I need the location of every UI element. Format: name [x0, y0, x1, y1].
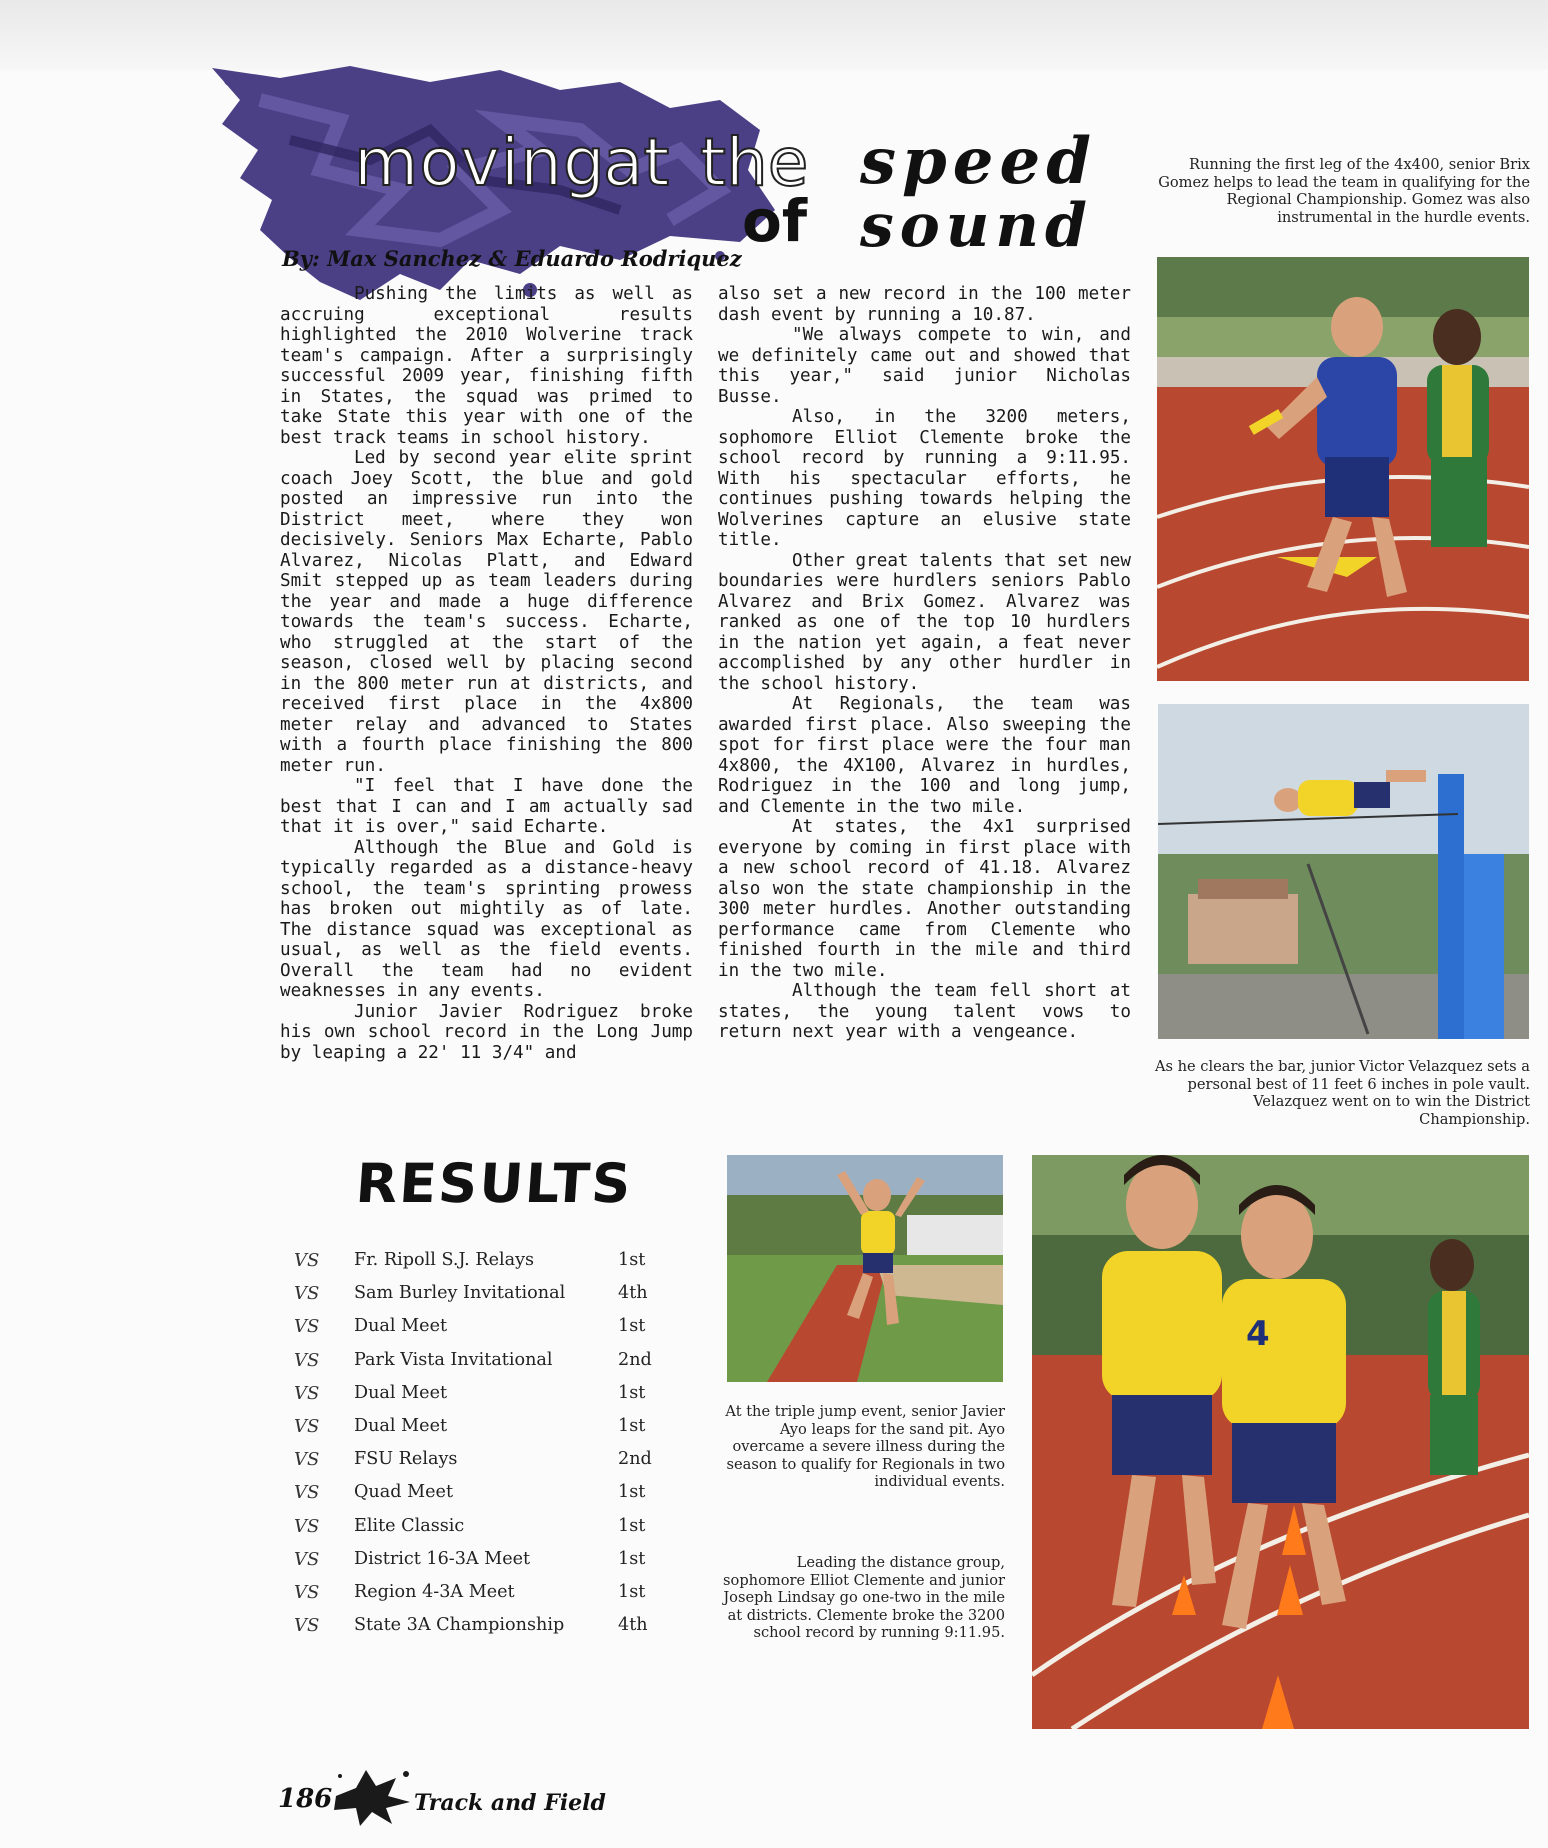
meet-name: FSU Relays: [354, 1449, 458, 1470]
article-paragraph-continued: also set a new record in the 100 meter dash event by running a 10.87.: [718, 284, 1131, 325]
results-row: [290, 1580, 670, 1613]
vs-mark: VS: [294, 1581, 320, 1603]
article-paragraph: Also, in the 3200 meters, sophomore Elliot Clemente broke the school record by running a 9:11.95. With his spectacular efforts, he continues pushing towards helping the Wolverines capture an elusive state title.: [718, 407, 1131, 550]
meet-name: Elite Classic: [354, 1515, 465, 1536]
meet-place: 4th: [618, 1283, 648, 1304]
meet-name: Fr. Ripoll S.J. Relays: [354, 1250, 535, 1270]
meet-place: 1st: [618, 1316, 646, 1337]
photo-caption-distance: Leading the distance group, sophomore Elliot Clemente and junior Joseph Lindsay go one-two in the mile at districts. Clemente broke the 3200 school record by running 9:11.95.: [723, 1554, 1005, 1641]
vs-mark: VS: [294, 1548, 320, 1570]
results-heading: RESULTS: [353, 1152, 635, 1215]
results-row: [290, 1381, 670, 1414]
article-paragraph: Led by second year elite sprint coach Joey Scott, the blue and gold posted an impressive run into the District meet, where they won decisively. Seniors Max Echarte, Pablo Alvarez, Nicolas Platt, and Edward Smit stepped up as team leaders during the year and made a huge difference towards the team's success. Echarte, who struggled at the start of the season, closed well by placing second in the 800 meter run at districts, and received first place in the 4x800 meter relay and advanced to States with a fourth place finishing the 800 meter run.: [280, 448, 693, 776]
vs-mark: VS: [294, 1316, 320, 1338]
byline: By: Max Sanchez & Eduardo Rodriquez: [282, 246, 742, 271]
results-row: [290, 1348, 670, 1381]
article-column-1: [280, 284, 693, 1063]
meet-place: 1st: [618, 1581, 646, 1602]
meet-place: 1st: [618, 1382, 646, 1403]
headline-word-sound: sound: [860, 191, 1093, 261]
article-column-2: [718, 284, 1131, 1043]
article-paragraph: Although the team fell short at states, the young talent vows to return next year with a vengeance.: [718, 981, 1131, 1042]
meet-place: 1st: [618, 1482, 646, 1503]
vs-mark: VS: [294, 1382, 320, 1404]
photo-triple-jump: [727, 1155, 1003, 1382]
results-row: [290, 1314, 670, 1347]
meet-place: 1st: [618, 1415, 646, 1436]
page-number: 186: [278, 1784, 333, 1814]
results-row: [290, 1447, 670, 1480]
meet-place: 1st: [618, 1250, 646, 1270]
svg-text:4: 4: [1246, 1314, 1270, 1354]
photo-relay-runners: [1157, 257, 1529, 681]
vs-mark: VS: [294, 1515, 320, 1537]
article-paragraph: Pushing the limits as well as accruing exceptional results highlighted the 2010 Wolverine track team's campaign. After a surprisingly successful 2009 year, finishing fifth in States, the squad was primed to take State this year with one of the best track teams in school history.: [280, 284, 693, 448]
photo-distance-runners: [1032, 1155, 1529, 1729]
meet-name: Dual Meet: [354, 1415, 448, 1436]
results-row: [290, 1514, 670, 1547]
headline-word-moving: moving: [354, 124, 606, 201]
meet-place: 1st: [618, 1515, 646, 1536]
headline-word-at: at: [603, 124, 670, 201]
meet-name: Quad Meet: [354, 1482, 454, 1503]
photo-caption-relay: Running the first leg of the 4x400, senior Brix Gomez helps to lead the team in qualifying for the Regional Championship. Gomez was also instrumental in the hurdle events.: [1158, 156, 1530, 226]
meet-name: Park Vista Invitational: [354, 1349, 553, 1370]
article-paragraph: Although the Blue and Gold is typically regarded as a distance-heavy school, the team's sprinting prowess has broken out mightily as of late. The distance squad was exceptional as usual, as well as the field events. Overall the team had no evident weaknesses in any events.: [280, 837, 693, 1001]
results-row: [290, 1414, 670, 1447]
meet-name: State 3A Championship: [354, 1615, 565, 1636]
vs-mark: VS: [294, 1449, 320, 1471]
section-label: Track and Field: [414, 1790, 606, 1816]
meet-name: Region 4-3A Meet: [354, 1581, 515, 1602]
meet-name: Dual Meet: [354, 1382, 448, 1403]
meet-place: 2nd: [618, 1349, 652, 1370]
article-paragraph: "I feel that I have done the best that I can and I am actually sad that it is over," said Echarte.: [280, 776, 693, 837]
meet-name: Dual Meet: [354, 1316, 448, 1337]
vs-mark: VS: [294, 1283, 320, 1305]
results-row: [290, 1248, 670, 1281]
meet-name: District 16-3A Meet: [354, 1548, 531, 1569]
photo-caption-jump: At the triple jump event, senior Javier Ayo leaps for the sand pit. Ayo overcame a severe illness during the season to qualify for Regionals in two individual events.: [725, 1403, 1005, 1490]
vs-mark: VS: [294, 1415, 320, 1437]
results-row: [290, 1547, 670, 1580]
vs-mark: VS: [294, 1482, 320, 1504]
meet-place: 1st: [618, 1548, 646, 1569]
article-paragraph: Junior Javier Rodriguez broke his own school record in the Long Jump by leaping a 22' 11 3/4" and: [280, 1001, 693, 1063]
headline-word-speed: speed: [860, 124, 1097, 199]
article-paragraph: At Regionals, the team was awarded first place. Also sweeping the spot for first place were the four man 4x800, the 4X100, Alvarez in hurdles, Rodriguez in the 100 and long jump, and Clemente in the two mile.: [718, 694, 1131, 817]
results-row: [290, 1613, 670, 1646]
vs-mark: VS: [294, 1615, 320, 1637]
meet-place: 4th: [618, 1615, 648, 1636]
photo-pole-vault: [1158, 704, 1529, 1039]
vs-mark: VS: [294, 1349, 320, 1371]
article-paragraph: "We always compete to win, and we definitely came out and showed that this year," said junior Nicholas Busse.: [718, 325, 1131, 407]
results-row: [290, 1281, 670, 1314]
photo-caption-vault: As he clears the bar, junior Victor Velazquez sets a personal best of 11 feet 6 inches in pole vault. Velazquez went on to win the District Championship.: [1154, 1058, 1530, 1128]
article-paragraph: At states, the 4x1 surprised everyone by coming in first place with a new school record of 41.18. Alvarez also won the state championship in the 300 meter hurdles. Another outstanding performance came from Clemente who finished fourth in the mile and third in the two mile.: [718, 817, 1131, 981]
vs-mark: VS: [294, 1250, 320, 1271]
headline-word-the: the: [700, 124, 809, 201]
article-paragraph: Other great talents that set new boundaries were hurdlers seniors Pablo Alvarez and Brix Gomez. Alvarez was ranked as one of the top 10 hurdlers in the nation yet again, a feat never accomplished by any other hurdler in the school history.: [718, 550, 1131, 694]
meet-place: 2nd: [618, 1449, 652, 1470]
results-list: [290, 1248, 670, 1646]
ink-splatter-icon: [326, 1760, 416, 1830]
results-row: [290, 1480, 670, 1513]
meet-name: Sam Burley Invitational: [354, 1283, 566, 1304]
headline-word-of: of: [742, 187, 808, 255]
